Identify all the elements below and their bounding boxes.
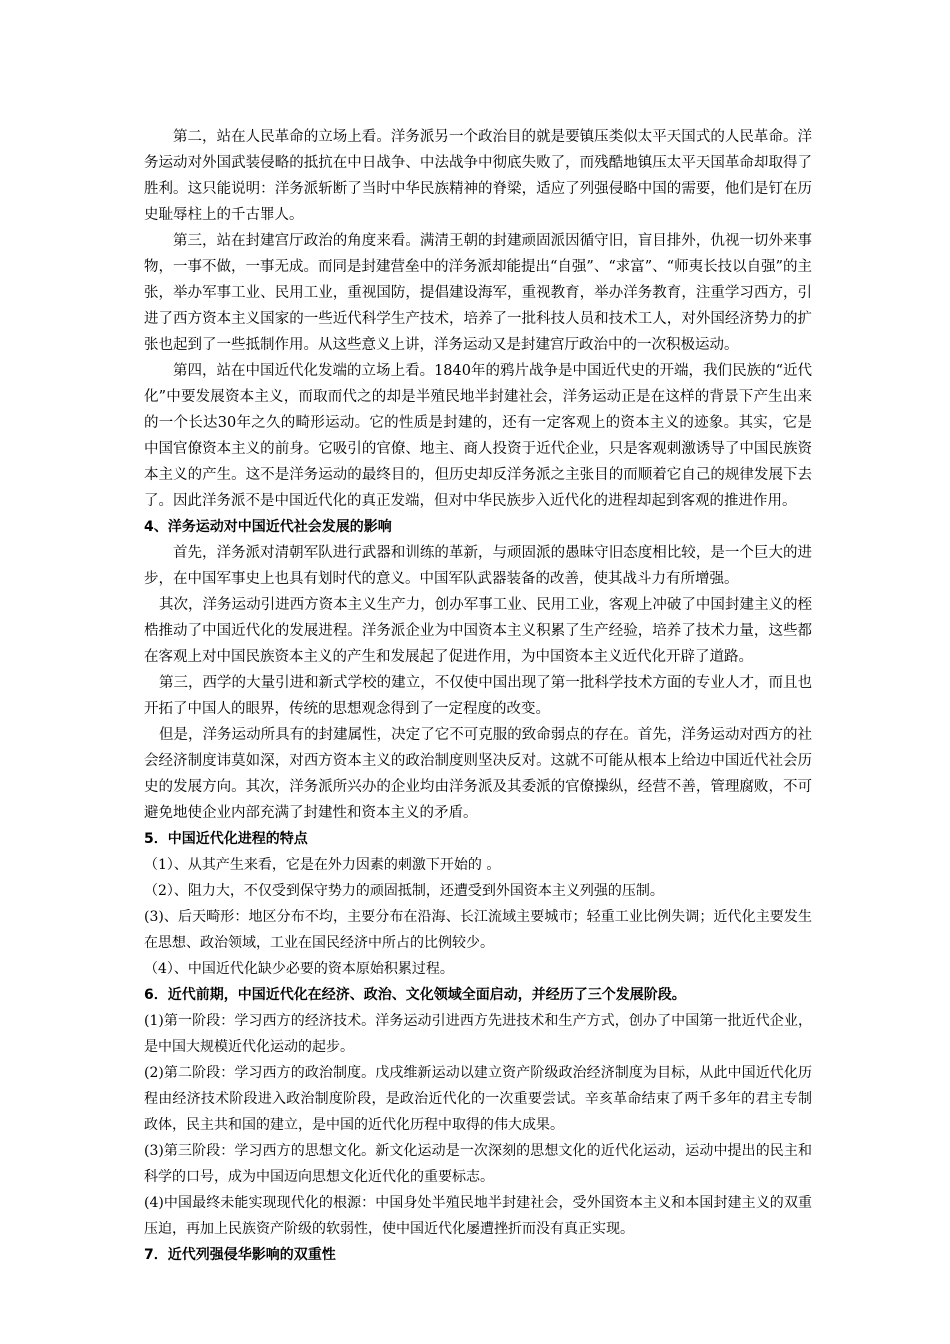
paragraph-fourth-view: 第四，站在中国近代化发端的立场上看。1840年的鸦片战争是中国近代史的开端，我们民族的“近代化”中要发展资本主义，而取而代之的却是半殖民地半封建社会，洋务运动正是在这样的背景下产生出来的一个长达30年之久的畸形运动。它的性质是封建的，还有一定客观上的资本主义的迹象。其实，它是中国官僚资本主义的前身。它吸引的官僚、地主、商人投资于近代企业，只是客观刺激诱导了中国民族资本主义的产生。这不是洋务运动的最终目的，但历史却反洋务派之主张目的而顺着它自己的规律发展下去了。因此洋务派不是中国近代化的真正发端，但对中华民族步入近代化的进程却起到客观的推进作用。 bbox=[144, 363, 812, 509]
list-item: （1）、从其产生来看，它是在外力因素的刺激下开始的 。 bbox=[144, 857, 501, 873]
paragraph-influence-first: 首先，洋务派对清朝军队进行武器和训练的革新，与顽固派的愚昧守旧态度相比较，是一个巨大的进步，在中国军事史上也具有划时代的意义。中国军队武器装备的改善，使其战斗力有所增强。 bbox=[144, 545, 812, 587]
section-heading-6: 6．近代前期，中国近代化在经济、政治、文化领域全面启动，并经历了三个发展阶段。 bbox=[144, 987, 686, 1003]
paragraph-influence-however: 但是，洋务运动所具有的封建属性，决定了它不可克服的致命弱点的存在。首先，洋务运动对西方的社会经济制度讳莫如深，对西方资本主义的政治制度则坚决反对。这就不可能从根本上给边中国近代社会历史的发展方向。其次，洋务派所兴办的企业均由洋务派及其委派的官僚操纵，经营不善，管理腐败，不可避免地使企业内部充满了封建性和资本主义的矛盾。 bbox=[144, 727, 812, 821]
section-heading-4: 4、洋务运动对中国近代社会发展的影响 bbox=[144, 519, 392, 535]
list-item: (3)、后天畸形：地区分布不均，主要分布在沿海、长江流域主要城市；轻重工业比例失调；近代化主要发生在思想、政治领域，工业在国民经济中所占的比例较少。 bbox=[144, 909, 812, 951]
paragraph-third-view: 第三，站在封建宫厅政治的角度来看。满清王朝的封建顽固派因循守旧，盲目排外，仇视一切外来事物，一事不做，一事无成。而同是封建营垒中的洋务派却能提出“自强”、“求富”、“师夷长技以自强”的主张，举办军事工业、民用工业，重视国防，提倡建设海军，重视教育，举办洋务教育，注重学习西方，引进了西方资本主义国家的一些近代科学生产技术，培养了一批科技人员和技术工人，对外国经济势力的扩张也起到了一些抵制作用。从这些意义上讲，洋务运动又是封建宫厅政治中的一次积极运动。 bbox=[144, 233, 812, 353]
section-heading-7: 7．近代列强侵华影响的双重性 bbox=[144, 1247, 336, 1263]
list-item: (3)第三阶段：学习西方的思想文化。新文化运动是一次深刻的思想文化的近代化运动，运动中提出的民主和科学的口号，成为中国迈向思想文化近代化的重要标志。 bbox=[144, 1143, 812, 1185]
list-item: (1)第一阶段：学习西方的经济技术。洋务运动引进西方先进技术和生产方式，创办了中国第一批近代企业，是中国大规模近代化运动的起步。 bbox=[144, 1013, 812, 1055]
section-heading-5: 5．中国近代化进程的特点 bbox=[144, 831, 308, 847]
list-item: （2）、阻力大，不仅受到保守势力的顽固抵制，还遭受到外国资本主义列强的压制。 bbox=[144, 883, 664, 899]
document-page bbox=[144, 124, 812, 1268]
list-item: (2)第二阶段：学习西方的政治制度。戊戌维新运动以建立资产阶级政治经济制度为目标，从此中国近代化历程由经济技术阶段进入政治制度阶段，是政治近代化的一次重要尝试。辛亥革命结束了两千多年的君主专制政体，民主共和国的建立，是中国的近代化历程中取得的伟大成果。 bbox=[144, 1065, 812, 1133]
list-item: (4)中国最终未能实现现代化的根源：中国身处半殖民地半封建社会，受外国资本主义和本国封建主义的双重压迫，再加上民族资产阶级的软弱性，使中国近代化屡遭挫折而没有真正实现。 bbox=[144, 1195, 812, 1237]
paragraph-second-view: 第二，站在人民革命的立场上看。洋务派另一个政治目的就是要镇压类似太平天国式的人民革命。洋务运动对外国武装侵略的抵抗在中日战争、中法战争中彻底失败了，而残酷地镇压太平天国革命却取得了胜利。这只能说明：洋务派斩断了当时中华民族精神的脊梁，适应了列强侵略中国的需要，他们是钉在历史耻辱柱上的千古罪人。 bbox=[144, 129, 812, 223]
list-item: （4）、中国近代化缺少必要的资本原始积累过程。 bbox=[144, 961, 454, 977]
paragraph-influence-third: 第三，西学的大量引进和新式学校的建立，不仅使中国出现了第一批科学技术方面的专业人才，而且也开拓了中国人的眼界，传统的思想观念得到了一定程度的改变。 bbox=[144, 675, 812, 717]
paragraph-influence-second: 其次，洋务运动引进西方资本主义生产力，创办军事工业、民用工业，客观上冲破了中国封建主义的桎梏推动了中国近代化的发展进程。洋务派企业为中国资本主义积累了生产经验，培养了技术力量，这些都在客观上对中国民族资本主义的产生和发展起了促进作用，为中国资本主义近代化开辟了道路。 bbox=[144, 597, 812, 665]
